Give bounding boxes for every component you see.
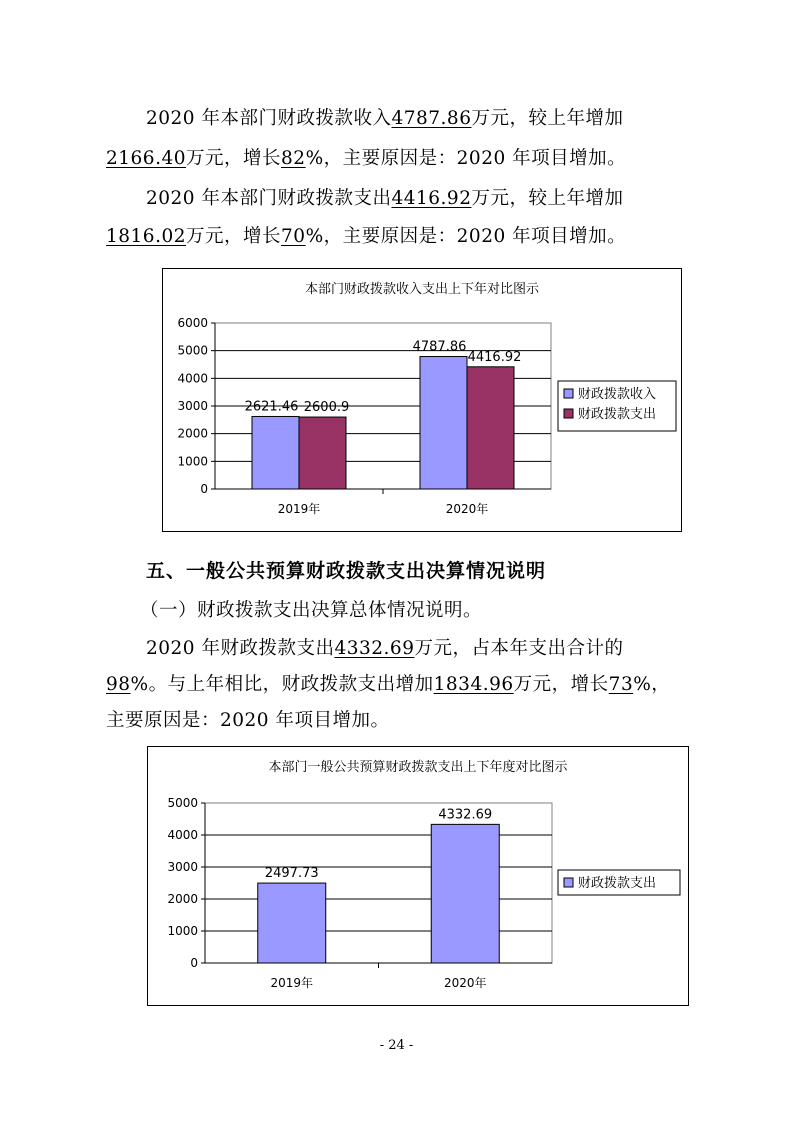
expense-increase-value: 1834.96 bbox=[433, 674, 514, 695]
bar bbox=[252, 416, 299, 489]
x-tick-label: 2019年 bbox=[270, 976, 314, 990]
text: 万元，较上年增加 bbox=[471, 108, 624, 129]
data-label: 4416.92 bbox=[467, 349, 522, 365]
chart-income-expense bbox=[162, 268, 682, 532]
para3-line2 bbox=[106, 670, 670, 696]
data-label: 2600.9 bbox=[303, 400, 350, 416]
data-label: 4787.86 bbox=[412, 339, 467, 355]
subheading: （一）财政拨款支出决算总体情况说明。 bbox=[140, 600, 483, 621]
text: 2020 年财政拨款支出 bbox=[146, 638, 335, 659]
chart-svg bbox=[148, 747, 688, 1005]
x-tick-label: 2020年 bbox=[445, 502, 489, 516]
y-tick-label: 2000 bbox=[177, 426, 208, 441]
chart-svg bbox=[163, 269, 681, 531]
para3-line1 bbox=[146, 634, 624, 660]
y-tick-label: 2000 bbox=[167, 892, 198, 906]
y-tick-label: 1000 bbox=[177, 454, 208, 469]
text: %，主要原因是：2020 年项目增加。 bbox=[305, 148, 627, 169]
legend-label: 财政拨款收入 bbox=[578, 387, 657, 402]
growth-pct: 73 bbox=[608, 674, 634, 695]
plot-area bbox=[205, 803, 552, 963]
legend-label: 财政拨款支出 bbox=[578, 407, 657, 422]
text: 万元，较上年增加 bbox=[471, 188, 624, 209]
expense-total-value: 4332.69 bbox=[334, 638, 415, 659]
expense-increase-value: 1816.02 bbox=[106, 226, 187, 247]
expense-growth-pct: 70 bbox=[281, 226, 306, 247]
y-tick-label: 5000 bbox=[177, 343, 208, 358]
chart-general-budget bbox=[147, 746, 689, 1006]
para1-line1 bbox=[146, 104, 624, 130]
x-tick-label: 2019年 bbox=[277, 502, 321, 516]
data-label: 2621.46 bbox=[244, 399, 299, 415]
income-2020-value: 4787.86 bbox=[391, 108, 472, 129]
income-growth-pct: 82 bbox=[281, 148, 306, 169]
text: 万元，增长 bbox=[186, 148, 282, 169]
y-tick-label: 4000 bbox=[167, 828, 198, 842]
legend-swatch bbox=[564, 878, 573, 887]
chart-title: 本部门财政拨款收入支出上下年对比图示 bbox=[304, 282, 539, 297]
y-tick-label: 3000 bbox=[177, 399, 208, 413]
page-number: - 24 - bbox=[379, 1038, 414, 1053]
bar bbox=[467, 367, 514, 489]
para3-line3: 主要原因是：2020 年项目增加。 bbox=[106, 710, 390, 731]
legend-swatch bbox=[564, 409, 573, 418]
y-tick-label: 4000 bbox=[177, 371, 208, 386]
bar bbox=[299, 417, 346, 489]
bar bbox=[258, 883, 326, 963]
text: %， bbox=[633, 674, 671, 695]
bar bbox=[431, 824, 499, 963]
x-tick-label: 2020年 bbox=[443, 976, 487, 990]
data-label: 2497.73 bbox=[264, 866, 319, 882]
chart-title: 本部门一般公共预算财政拨款支出上下年度对比图示 bbox=[268, 760, 568, 775]
text: 万元，增长 bbox=[513, 674, 609, 695]
para2-line1 bbox=[146, 184, 624, 210]
text: %。与上年相比，财政拨款支出增加 bbox=[130, 674, 434, 695]
para2-line2 bbox=[106, 222, 626, 248]
y-tick-label: 3000 bbox=[167, 860, 198, 874]
text: 2020 年本部门财政拨款收入 bbox=[146, 108, 392, 129]
data-label: 4332.69 bbox=[438, 807, 493, 823]
text: 万元，占本年支出合计的 bbox=[414, 638, 624, 659]
expense-2020-value: 4416.92 bbox=[391, 188, 472, 209]
y-tick-label: 0 bbox=[190, 956, 198, 970]
legend-swatch bbox=[564, 389, 573, 398]
legend-label: 财政拨款支出 bbox=[578, 876, 657, 891]
income-increase-value: 2166.40 bbox=[106, 148, 187, 169]
y-tick-label: 5000 bbox=[167, 796, 198, 810]
text: %，主要原因是：2020 年项目增加。 bbox=[305, 226, 627, 247]
y-tick-label: 6000 bbox=[177, 316, 208, 330]
bar bbox=[420, 357, 467, 489]
text: 万元，增长 bbox=[186, 226, 282, 247]
section-heading: 五、一般公共预算财政拨款支出决算情况说明 bbox=[146, 560, 547, 582]
share-pct: 98 bbox=[106, 674, 131, 695]
text: 2020 年本部门财政拨款支出 bbox=[146, 188, 392, 209]
y-tick-label: 0 bbox=[200, 482, 208, 496]
para1-line2 bbox=[106, 144, 626, 170]
y-tick-label: 1000 bbox=[167, 924, 198, 938]
